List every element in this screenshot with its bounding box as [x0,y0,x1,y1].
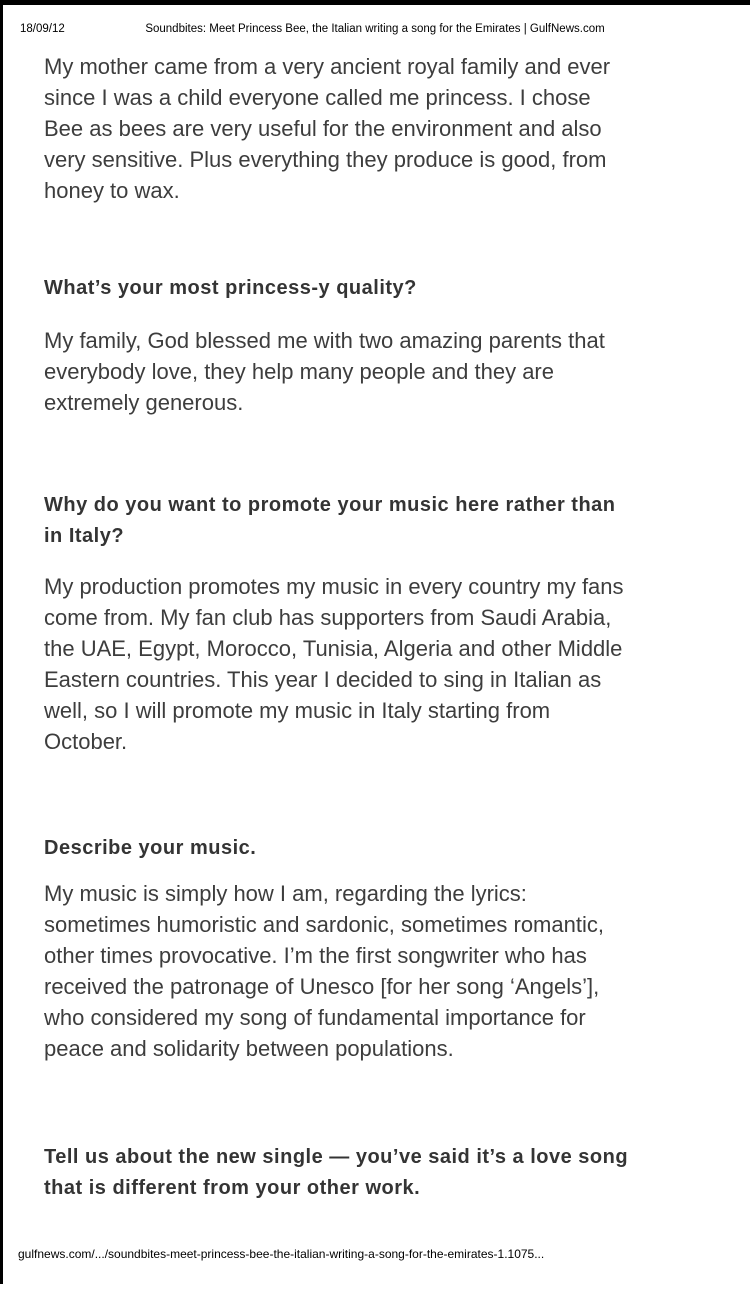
print-date: 18/09/12 [20,23,65,35]
question-heading-4: Tell us about the new single — you’ve said it’s a love song that is different from your other work. [44,1146,629,1199]
question-heading-2: Why do you want to promote your music here rather than in Italy? [44,494,616,547]
page-border-left [0,0,3,1284]
article-body [44,51,629,1204]
answer-paragraph-2: My production promotes my music in every country my fans come from. My fan club has supporters from Saudi Arabia, the UAE, Egypt, Morocco, Tunisia, Algeria and other Middle Eastern countries. This year I decided to sing in Italian as well, so I will promote my music in Italy starting from October. [44,574,624,754]
intro-paragraph: My mother came from a very ancient royal family and ever since I was a child everyone called me princess. I chose Bee as bees are very useful for the environment and also very sensitive. Plus everything they produce is good, from honey to wax. [44,54,611,203]
print-footer-url: gulfnews.com/.../soundbites-meet-princess-bee-the-italian-writing-a-song-for-the-emirates-1.1075... [18,1247,545,1261]
question-heading-3: Describe your music. [44,837,257,859]
page-border-top [0,0,750,5]
answer-paragraph-3: My music is simply how I am, regarding the lyrics: sometimes humoristic and sardonic, sometimes romantic, other times provocative. I’m the first songwriter who has received the patronage of Unesco [for her song ‘Angels’], who considered my song of fundamental importance for peace and solidarity between populations. [44,881,604,1061]
print-title: Soundbites: Meet Princess Bee, the Italian writing a song for the Emirates | GulfNews.com [145,23,605,35]
answer-paragraph-1: My family, God blessed me with two amazing parents that everybody love, they help many people and they are extremely generous. [44,328,605,415]
print-header [0,20,750,38]
question-heading-1: What’s your most princess-y quality? [44,277,417,299]
